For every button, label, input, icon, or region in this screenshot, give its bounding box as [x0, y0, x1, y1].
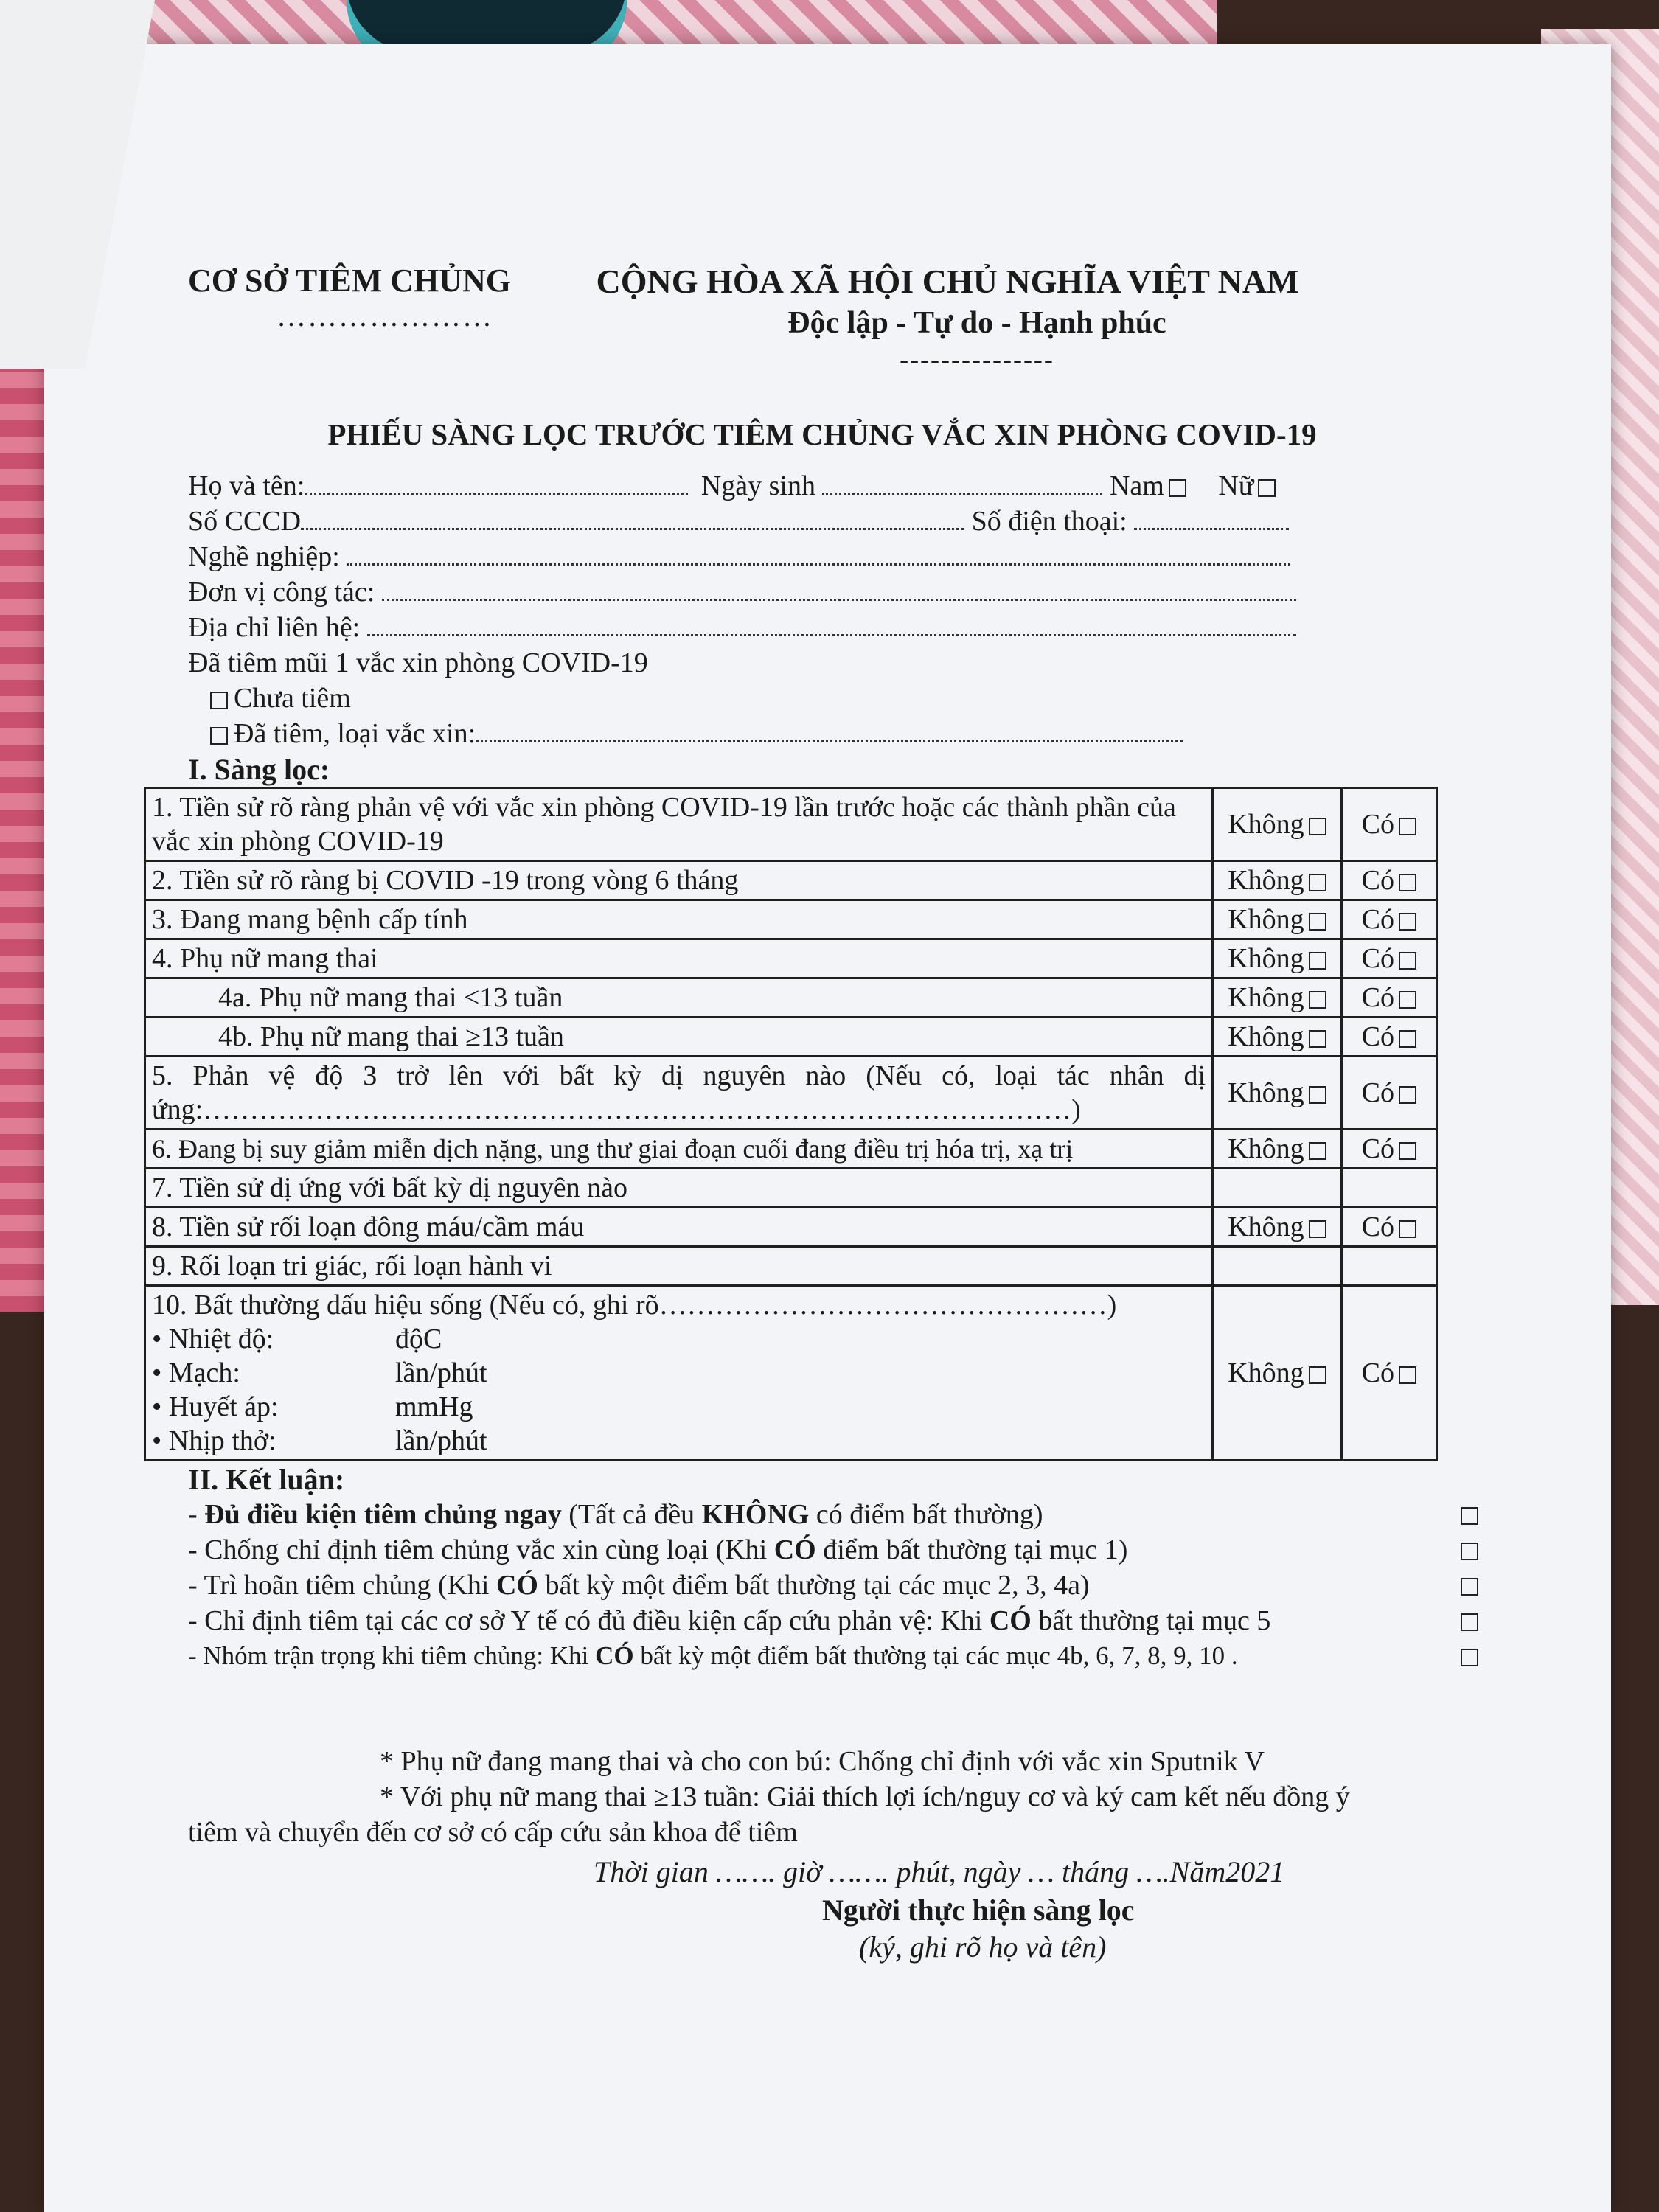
- vital-blood-pressure: [152, 1390, 1206, 1424]
- conclusions: [144, 1497, 1456, 1674]
- question-8: 8. Tiền sử rối loạn đông máu/cầm máu: [145, 1208, 1213, 1247]
- table-row: [145, 861, 1437, 900]
- vital-pulse: [152, 1356, 1206, 1390]
- table-row: [145, 1286, 1437, 1461]
- yes-option[interactable]: [1341, 900, 1436, 939]
- yes-label: Có: [1361, 982, 1394, 1013]
- vaccinated-type-label: Đã tiêm, loại vắc xin:: [234, 718, 476, 749]
- yes-checkbox[interactable]: [1399, 818, 1416, 835]
- no-label: Không: [1228, 809, 1304, 840]
- conclusion-contraindicated: [188, 1532, 1456, 1568]
- no-checkbox[interactable]: [1309, 818, 1326, 835]
- workplace-field[interactable]: [382, 577, 1296, 601]
- name-label: Họ và tên:: [188, 470, 305, 501]
- empty-cell: [1341, 1247, 1436, 1286]
- note-breastfeeding: * Phụ nữ đang mang thai và cho con bú: Chống chỉ định với vắc xin Sputnik V: [380, 1746, 1265, 1777]
- no-checkbox[interactable]: [1309, 952, 1326, 970]
- yes-label: Có: [1361, 1357, 1394, 1388]
- table-row: [145, 1247, 1437, 1286]
- conclusion-text: bất thường tại mục 5: [1031, 1605, 1271, 1636]
- conclusion-caution: [188, 1638, 1456, 1674]
- address-label: Địa chỉ liên hệ:: [188, 612, 361, 643]
- form-header: [144, 254, 1456, 402]
- not-vaccinated-checkbox[interactable]: [210, 692, 228, 709]
- no-label: Không: [1228, 1021, 1304, 1052]
- no-option[interactable]: [1213, 900, 1341, 939]
- note-pregnant-cont: tiêm và chuyển đến cơ sở có cấp cứu sản khoa để tiêm: [188, 1817, 798, 1848]
- conclusion-text: - Đủ điều kiện tiêm chủng ngay: [188, 1499, 562, 1530]
- no-option[interactable]: [1213, 1286, 1341, 1461]
- dose1-label: Đã tiêm mũi 1 vắc xin phòng COVID-19: [188, 647, 648, 678]
- no-option[interactable]: [1213, 1057, 1341, 1130]
- screener-title: Người thực hiện sàng lọc: [822, 1893, 1135, 1927]
- vaccinated-checkbox[interactable]: [210, 727, 228, 745]
- conclusion-checkbox[interactable]: [1461, 1578, 1478, 1596]
- question-4: 4. Phụ nữ mang thai: [145, 939, 1213, 978]
- dob-label: Ngày sinh: [700, 470, 815, 501]
- female-label: Nữ: [1218, 470, 1254, 501]
- id-phone-row: [144, 504, 1456, 539]
- question-4a-cell: [145, 978, 1213, 1018]
- table-row: [145, 978, 1437, 1018]
- no-label: Không: [1228, 1077, 1304, 1108]
- conclusion-text: - Nhóm trận trọng khi tiêm chủng: Khi: [188, 1641, 596, 1670]
- yes-checkbox[interactable]: [1399, 991, 1416, 1009]
- question-4b: 4b. Phụ nữ mang thai ≥13 tuần: [218, 1021, 564, 1052]
- vital-unit: mmHg: [395, 1391, 473, 1422]
- question-4b-cell: [145, 1018, 1213, 1057]
- nation-name: CỘNG HÒA XÃ HỘI CHỦ NGHĨA VIỆT NAM: [596, 262, 1299, 300]
- male-checkbox[interactable]: [1169, 479, 1186, 497]
- no-checkbox[interactable]: [1309, 991, 1326, 1009]
- yes-checkbox[interactable]: [1399, 874, 1416, 891]
- conclusion-text: bất kỳ một điểm bất thường tại các mục 4b, 6, 7, 8, 9, 10 .: [633, 1641, 1238, 1670]
- table-row: [145, 1057, 1437, 1130]
- empty-cell: [1341, 1169, 1436, 1208]
- no-label: Không: [1228, 1357, 1304, 1388]
- conclusion-text: điểm bất thường tại mục 1): [815, 1534, 1128, 1565]
- screening-form: [144, 254, 1456, 1997]
- question-10: 10. Bất thường dấu hiệu sống (Nếu có, ghi rõ…………………………………………): [152, 1290, 1117, 1321]
- conclusion-eligible: [188, 1497, 1456, 1532]
- conclusion-postpone: [188, 1568, 1456, 1603]
- conclusion-text: - Chỉ định tiêm tại các cơ sở Y tế có đủ điều kiện cấp cứu phản vệ: Khi: [188, 1605, 990, 1636]
- vital-unit: lần/phút: [395, 1425, 487, 1456]
- yes-label: Có: [1361, 809, 1394, 840]
- yes-label: Có: [1361, 1211, 1394, 1242]
- no-checkbox[interactable]: [1309, 1030, 1326, 1048]
- yes-option[interactable]: [1341, 788, 1436, 861]
- yes-label: Có: [1361, 1021, 1394, 1052]
- yes-label: Có: [1361, 904, 1394, 935]
- id-label: Số CCCD: [188, 506, 302, 537]
- no-option[interactable]: [1213, 1018, 1341, 1057]
- form-title: PHIẾU SÀNG LỌC TRƯỚC TIÊM CHỦNG VẮC XIN PHÒNG COVID-19: [327, 417, 1317, 451]
- no-checkbox[interactable]: [1309, 1220, 1326, 1238]
- name-field[interactable]: [305, 470, 688, 495]
- screening-table: [144, 787, 1438, 1461]
- screening-time[interactable]: Thời gian ……. giờ ……. phút, ngày … tháng ….Năm2021: [594, 1855, 1285, 1888]
- question-9: 9. Rối loạn tri giác, rối loạn hành vi: [145, 1247, 1213, 1286]
- workplace-label: Đơn vị công tác:: [188, 577, 375, 608]
- no-label: Không: [1228, 1211, 1304, 1242]
- conclusion-checkbox[interactable]: [1461, 1649, 1478, 1666]
- vital-unit: độC: [395, 1324, 442, 1354]
- name-dob-row: [144, 468, 1456, 504]
- no-option[interactable]: [1213, 1130, 1341, 1169]
- table-row: [145, 1208, 1437, 1247]
- no-label: Không: [1228, 943, 1304, 974]
- note-pregnant: * Với phụ nữ mang thai ≥13 tuần: Giải thích lợi ích/nguy cơ và ký cam kết nếu đồng ý: [380, 1781, 1350, 1812]
- no-checkbox[interactable]: [1309, 913, 1326, 931]
- table-row: [145, 900, 1437, 939]
- table-row: [145, 1130, 1437, 1169]
- conclusion-text: - Trì hoãn tiêm chủng (Khi: [188, 1570, 496, 1601]
- vaccinated-row: [144, 716, 1456, 751]
- yes-checkbox[interactable]: [1399, 913, 1416, 931]
- yes-option[interactable]: [1341, 978, 1436, 1018]
- vital-respiration: [152, 1424, 1206, 1458]
- national-motto: Độc lập - Tự do - Hạnh phúc: [787, 306, 1166, 340]
- workplace-row: [144, 574, 1456, 610]
- question-5: 5. Phản vệ độ 3 trở lên với bất kỳ dị nguyên nào (Nếu có, loại tác nhân dị ứng:…………………………………………………………………………………): [145, 1057, 1213, 1130]
- conclusion-checkbox[interactable]: [1461, 1613, 1478, 1631]
- yes-checkbox[interactable]: [1399, 1366, 1416, 1384]
- conclusion-emphasis: CÓ: [495, 1570, 538, 1601]
- question-10-cell: [145, 1286, 1213, 1461]
- question-7: 7. Tiền sử dị ứng với bất kỳ dị nguyên nào: [145, 1169, 1213, 1208]
- section-1-title: I. Sàng lọc:: [188, 753, 330, 786]
- question-1: 1. Tiền sử rõ ràng phản vệ với vắc xin phòng COVID-19 lần trước hoặc các thành phần của vắc xin phòng COVID-19: [145, 788, 1213, 861]
- no-checkbox[interactable]: [1309, 1142, 1326, 1160]
- no-checkbox[interactable]: [1309, 874, 1326, 891]
- conclusion-checkbox[interactable]: [1461, 1507, 1478, 1525]
- question-6: 6. Đang bị suy giảm miễn dịch nặng, ung thư giai đoạn cuối đang điều trị hóa trị, xạ trị: [145, 1130, 1213, 1169]
- no-option[interactable]: [1213, 939, 1341, 978]
- yes-checkbox[interactable]: [1399, 1142, 1416, 1160]
- yes-checkbox[interactable]: [1399, 1220, 1416, 1238]
- no-option[interactable]: [1213, 788, 1341, 861]
- male-label: Nam: [1109, 470, 1164, 501]
- table-row: [145, 1018, 1437, 1057]
- facility-name-blank[interactable]: …………………: [276, 299, 493, 333]
- dose1-row: [144, 645, 1456, 681]
- conclusion-text: có điểm bất thường): [809, 1499, 1043, 1530]
- no-label: Không: [1228, 865, 1304, 896]
- yes-label: Có: [1361, 943, 1394, 974]
- empty-cell: [1213, 1169, 1341, 1208]
- facility-title: CƠ SỞ TIÊM CHỦNG: [188, 262, 512, 299]
- header-rule: ---------------: [900, 344, 1054, 374]
- yes-label: Có: [1361, 1077, 1394, 1108]
- no-option[interactable]: [1213, 861, 1341, 900]
- female-checkbox[interactable]: [1258, 479, 1276, 497]
- vital-label: • Mạch:: [152, 1357, 240, 1388]
- question-4a: 4a. Phụ nữ mang thai <13 tuần: [218, 982, 563, 1013]
- yes-label: Có: [1361, 1133, 1394, 1164]
- job-label: Nghề nghiệp:: [188, 541, 340, 572]
- question-2: 2. Tiền sử rõ ràng bị COVID -19 trong vòng 6 tháng: [145, 861, 1213, 900]
- conclusion-text: (Tất cả đều: [561, 1499, 702, 1530]
- vital-unit: lần/phút: [395, 1357, 487, 1388]
- id-field[interactable]: [301, 506, 964, 530]
- conclusion-text: bất kỳ một điểm bất thường tại các mục 2, 3, 4a): [538, 1570, 1090, 1601]
- national-header: [586, 262, 1309, 375]
- conclusion-hospital: [188, 1603, 1456, 1638]
- yes-option[interactable]: [1341, 1057, 1436, 1130]
- conclusion-text: - Chống chỉ định tiêm chủng vắc xin cùng loại (Khi: [188, 1534, 774, 1565]
- vital-label: • Huyết áp:: [152, 1391, 279, 1422]
- phone-field[interactable]: [1134, 506, 1289, 530]
- no-label: Không: [1228, 904, 1304, 935]
- yes-checkbox[interactable]: [1399, 1030, 1416, 1048]
- signature-block: [144, 1850, 1456, 1997]
- no-option[interactable]: [1213, 1208, 1341, 1247]
- conclusion-emphasis: CÓ: [595, 1641, 634, 1670]
- conclusion-emphasis: KHÔNG: [701, 1499, 810, 1530]
- empty-cell: [1213, 1247, 1341, 1286]
- yes-option[interactable]: [1341, 861, 1436, 900]
- yes-option[interactable]: [1341, 1018, 1436, 1057]
- address-field[interactable]: [367, 612, 1296, 636]
- yes-checkbox[interactable]: [1399, 1086, 1416, 1104]
- yes-option[interactable]: [1341, 939, 1436, 978]
- phone-label: Số điện thoại:: [971, 506, 1127, 537]
- not-vaccinated-label: Chưa tiêm: [234, 683, 351, 714]
- section-2-title: II. Kết luận:: [188, 1463, 345, 1496]
- conclusion-checkbox[interactable]: [1461, 1543, 1478, 1560]
- conclusion-emphasis: CÓ: [989, 1605, 1032, 1636]
- yes-checkbox[interactable]: [1399, 952, 1416, 970]
- job-field[interactable]: [347, 541, 1290, 566]
- no-label: Không: [1228, 982, 1304, 1013]
- yes-label: Có: [1361, 865, 1394, 896]
- conclusion-emphasis: CÓ: [773, 1534, 816, 1565]
- yes-option[interactable]: [1341, 1286, 1436, 1461]
- not-vaccinated-row: [144, 681, 1456, 716]
- table-row: [145, 1169, 1437, 1208]
- vaccine-type-field[interactable]: [476, 718, 1183, 742]
- no-checkbox[interactable]: [1309, 1086, 1326, 1104]
- vital-temperature: [152, 1322, 1206, 1356]
- notes: [144, 1744, 1456, 1850]
- table-row: [145, 939, 1437, 978]
- question-3: 3. Đang mang bệnh cấp tính: [145, 900, 1213, 939]
- dob-field[interactable]: [822, 470, 1102, 495]
- no-checkbox[interactable]: [1309, 1366, 1326, 1384]
- yes-option[interactable]: [1341, 1208, 1436, 1247]
- screener-instruction: (ký, ghi rõ họ và tên): [859, 1930, 1107, 1964]
- vital-label: • Nhịp thở:: [152, 1425, 276, 1456]
- no-label: Không: [1228, 1133, 1304, 1164]
- address-row: [144, 610, 1456, 645]
- vital-label: • Nhiệt độ:: [152, 1324, 274, 1354]
- table-row: [145, 788, 1437, 861]
- job-row: [144, 539, 1456, 574]
- no-option[interactable]: [1213, 978, 1341, 1018]
- yes-option[interactable]: [1341, 1130, 1436, 1169]
